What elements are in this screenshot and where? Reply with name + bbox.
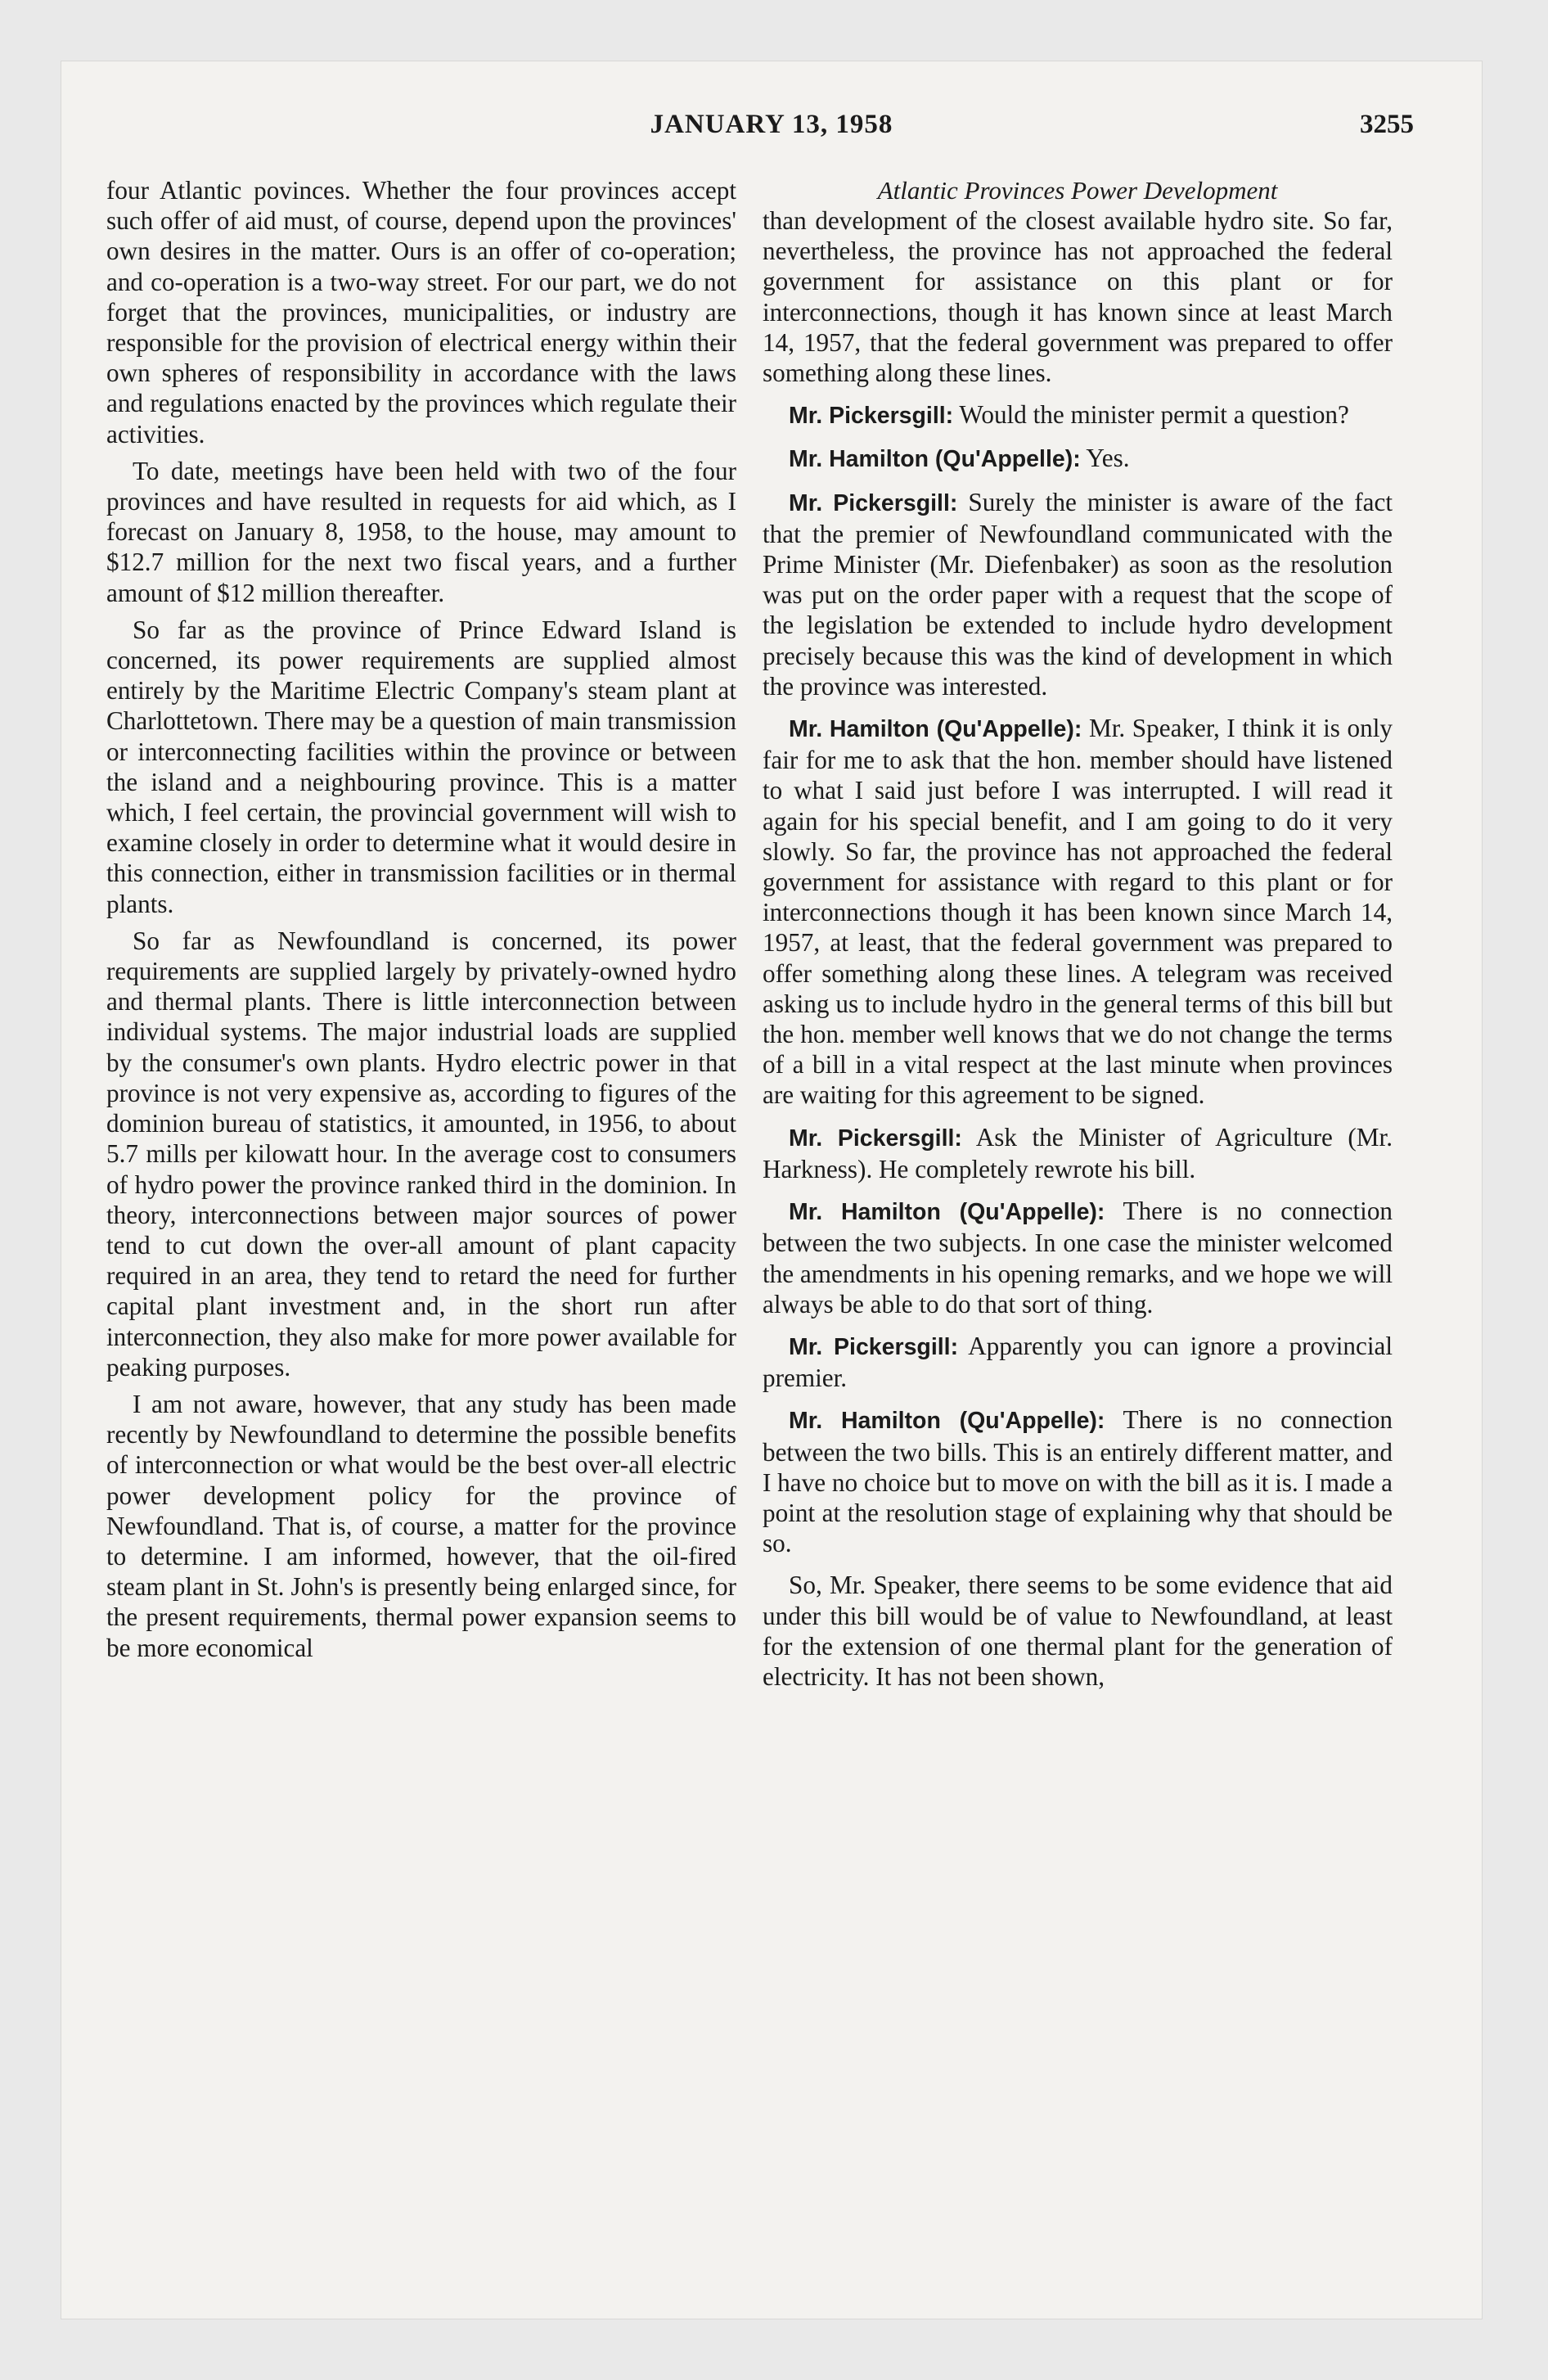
speaker-name: Mr. Hamilton (Qu'Appelle):: [789, 1199, 1105, 1226]
speech-text: There is no connection between the two subjects. In one case the minister welcomed the amendments in his opening remarks, and we hope we will always be able to do that sort of thing.: [763, 1197, 1393, 1318]
speech-paragraph: [763, 713, 1393, 1111]
speech-paragraph: [763, 443, 1393, 475]
speech-text: Ask the Minister of Agriculture (Mr. Harkness). He completely rewrote his bill.: [763, 1122, 1393, 1183]
right-column: [763, 175, 1393, 1698]
speaker-name: Mr. Pickersgill:: [789, 1333, 959, 1360]
paragraph: I am not aware, however, that any study has been made recently by Newfoundland to determine the possible benefits of interconnection or what would be the best over-all electric power development policy for the province of Newfoundland. That is, of course, a matter for the province to determine. I am informed, however, that the oil-fired steam plant in St. John's is presently being enlarged since, for the present requirements, thermal power expansion seems to be more economical: [106, 1389, 736, 1662]
speech-paragraph: [763, 1331, 1393, 1393]
page-number: 3255: [1360, 110, 1414, 139]
speech-paragraph: [763, 1404, 1393, 1558]
speaker-name: Mr. Pickersgill:: [789, 1125, 962, 1152]
speech-paragraph: [763, 1196, 1393, 1319]
speech-paragraph: [763, 487, 1393, 701]
paragraph: [763, 1570, 1393, 1692]
page-header: [61, 110, 1483, 156]
speech-text: There is no connection between the two bills. This is an entirely different matter, and I have no choice but to move on with the bill as it is. I made a point at the resolution stage of explaining why that should be so.: [763, 1405, 1393, 1558]
document-page: [61, 61, 1483, 2319]
speech-text: Yes.: [1086, 444, 1130, 473]
speech-text: Would the minister permit a question?: [959, 400, 1349, 430]
speech-text: Apparently you can ignore a provincial premier.: [763, 1331, 1393, 1393]
speech-text: Surely the minister is aware of the fact that the premier of Newfoundland communicated with the Prime Minister (Mr. Diefenbaker) as soon as the resolution was put on the order paper with a request that the scope of the legislation be extended to include hydro development precisely because this was the kind of development in which the province was interested.: [763, 487, 1393, 701]
speaker-name: Mr. Pickersgill:: [789, 403, 954, 430]
paragraph: [763, 205, 1393, 388]
paragraph: So far as the province of Prince Edward Island is concerned, its power requirements are supplied almost entirely by the Maritime Electric Company's steam plant at Charlottetown. There may be a question of main transmission or interconnecting facilities within the province or between the island and a neighbouring province. This is a matter which, I feel certain, the provincial government will wish to examine closely in order to determine what it would desire in this connection, either in transmission facilities or in thermal plants.: [106, 615, 736, 918]
speaker-name: Mr. Hamilton (Qu'Appelle):: [789, 716, 1082, 743]
speaker-name: Mr. Hamilton (Qu'Appelle):: [789, 1408, 1105, 1435]
paragraph: four Atlantic povinces. Whether the four provinces accept such offer of aid must, of course, depend upon the provinces' own desires in the matter. Ours is an offer of co-operation; and co-operation is a two-way street. For our part, we do not forget that the provinces, municipalities, or industry are responsible for the provision of electrical energy within their own spheres of responsibility in accordance with the laws and regulations enacted by the provinces which regulate their activities.: [106, 176, 736, 449]
speaker-name: Mr. Pickersgill:: [789, 489, 958, 516]
speech-text: Mr. Speaker, I think it is only fair for me to ask that the hon. member should have listened to what I said just before I was interrupted. I will read it again for his special benefit, and I am going to do it very slowly. So far, the province has not approached the federal government for assistance with regard to this plant or for interconnections though it has been known since March 14, 1957, at least, that the federal government was prepared to offer something along these lines. A telegram was received asking us to include hydro in the general terms of this bill but the hon. member well knows that we do not change the terms of a bill in a vital respect at the last minute when provinces are waiting for this agreement to be signed.: [763, 714, 1393, 1110]
speaker-name: Mr. Hamilton (Qu'Appelle):: [789, 446, 1081, 473]
paragraph: So far as Newfoundland is concerned, its power requirements are supplied largely by privately-owned hydro and thermal plants. There is little interconnection between individual systems. The major industrial loads are supplied by the consumer's own plants. Hydro electric power in that province is not very expensive as, according to figures of the dominion bureau of statistics, it amounted, in 1956, to about 5.7 mills per kilowatt hour. In the average cost to consumers of hydro power the province ranked third in the dominion. In theory, interconnections between major sources of power tend to cut down the over-all amount of plant capacity required in an area, they tend to retard the need for further capital plant investment and, in the short run after interconnection, they also make for more power available for peaking purposes.: [106, 926, 736, 1382]
paragraph-text: than development of the closest available hydro site. So far, nevertheless, the province has not approached the federal government for assistance on this plant or for interconnections, though it has known since at least March 14, 1957, that the federal government was prepared to offer something along these lines.: [763, 206, 1393, 388]
speech-paragraph: [763, 1122, 1393, 1184]
running-title: Atlantic Provinces Power Development: [877, 176, 1278, 205]
paragraph-text: So, Mr. Speaker, there seems to be some evidence that aid under this bill would be of value to Newfoundland, at least for the extension of one thermal plant for the generation of electricity. It has not been shown,: [763, 1571, 1393, 1691]
left-column: [106, 175, 736, 1670]
header-date: JANUARY 13, 1958: [650, 110, 893, 139]
speech-paragraph: [763, 399, 1393, 431]
paragraph: To date, meetings have been held with two of the four provinces and have resulted in requests for aid which, as I forecast on January 8, 1958, to the house, may amount to $12.7 million for the next two fiscal years, and a further amount of $12 million thereafter.: [106, 456, 736, 607]
